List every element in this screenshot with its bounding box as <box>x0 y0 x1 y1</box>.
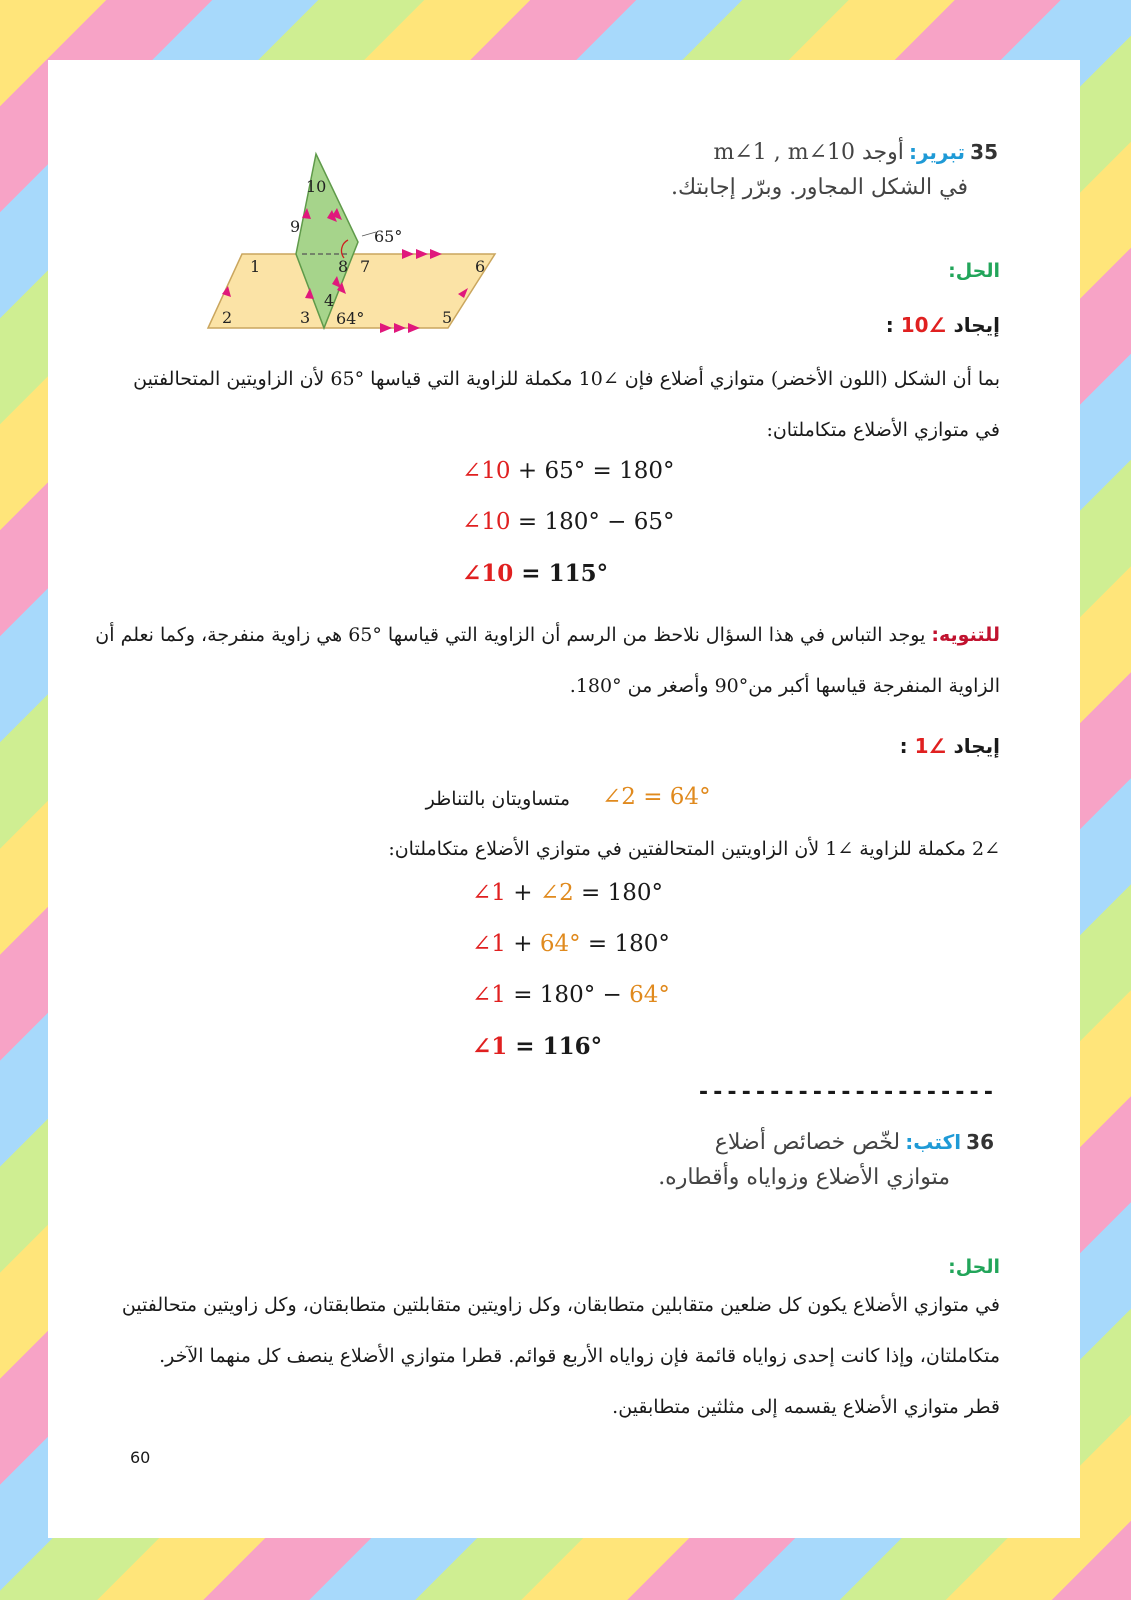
page-number: 60 <box>130 1448 151 1467</box>
question-number: 36 <box>966 1130 994 1154</box>
equation-1: ∠10 + 65° = 180° <box>462 458 675 484</box>
question-line-2: في الشكل المجاور. وبرّر إجابتك. <box>671 175 968 200</box>
question-line-2: متوازي الأضلاع وزواياه وأقطاره. <box>658 1165 950 1190</box>
solution-label: الحل: <box>948 1256 1000 1278</box>
paragraph-3-line-3: قطر متوازي الأضلاع يقسمه إلى مثلثين متطابقين. <box>612 1396 1000 1418</box>
equation-6: ∠1 = 180° − 64° <box>472 982 670 1008</box>
find-angle-1-heading <box>900 734 1000 758</box>
svg-text:10: 10 <box>306 177 327 196</box>
equation-4: ∠1 + ∠2 = 180° <box>472 880 664 906</box>
svg-text:3: 3 <box>300 308 311 327</box>
paragraph-2: ∠2 مكملة للزاوية ∠1 لأن الزاويتين المتحالفتين في متوازي الأضلاع متكاملتان: <box>388 838 1000 860</box>
svg-text:6: 6 <box>475 257 486 276</box>
svg-text:2: 2 <box>222 308 233 327</box>
paragraph-1 <box>133 354 1000 456</box>
paragraph-1-line-1: بما أن الشكل (اللون الأخضر) متوازي أضلاع فإن ∠10 مكملة للزاوية التي قياسها °65 لأن الزاويتين المتحالفتين <box>133 368 1000 390</box>
vertical-angles-equation: ∠2 = 64° <box>602 784 711 810</box>
solution-label: الحل: <box>948 260 1000 282</box>
note-paragraph <box>95 610 1000 712</box>
equation-3: ∠10 = 115° <box>462 560 609 587</box>
question-36 <box>574 1130 994 1190</box>
note-line-1: يوجد التباس في هذا السؤال نلاحظ من الرسم أن الزاوية التي قياسها °65 هي زاوية منفرجة، وكما نعلم أن <box>95 624 932 646</box>
paragraph-3-line-2: متكاملتان، وإذا كانت إحدى زواياه قائمة فإن زواياه الأربع قوائم. قطرا متوازي الأضلاع ينصف كل منهما الآخر. <box>159 1345 1000 1367</box>
equation-7: ∠1 = 116° <box>472 1033 603 1060</box>
svg-text:8: 8 <box>338 257 349 276</box>
question-line-1: أوجد m∠1 , m∠10 <box>713 140 904 165</box>
find-suffix: : <box>899 734 915 758</box>
svg-text:65°: 65° <box>374 227 403 246</box>
parallelogram-figure <box>198 148 508 338</box>
find-prefix: إيجاد <box>953 313 1000 337</box>
find-prefix: إيجاد <box>953 734 1000 758</box>
svg-text:9: 9 <box>290 217 301 236</box>
svg-text:5: 5 <box>442 308 453 327</box>
paragraph-1-line-2: في متوازي الأضلاع متكاملتان: <box>766 419 1000 441</box>
find-suffix: : <box>885 313 901 337</box>
find-angle-10-heading <box>886 313 1000 337</box>
question-keyword: تبرير: <box>908 140 966 164</box>
note-label: للتنويه: <box>931 624 1000 646</box>
equation-2: ∠10 = 180° − 65° <box>462 509 675 535</box>
svg-text:64°: 64° <box>336 309 365 328</box>
question-35 <box>578 140 998 200</box>
paragraph-3 <box>110 1280 1000 1433</box>
question-keyword: اكتب: <box>905 1130 962 1154</box>
question-line-1: لخّص خصائص أضلاع <box>714 1130 901 1155</box>
svg-text:7: 7 <box>360 257 371 276</box>
paragraph-3-line-1: في متوازي الأضلاع يكون كل ضلعين متقابلين متطابقان، وكل زاويتين متقابلتين متطابقتان، وكل زاويتين متحالفتين <box>121 1294 1000 1316</box>
find-angle: ∠10 <box>900 313 947 337</box>
svg-text:1: 1 <box>250 257 261 276</box>
svg-text:4: 4 <box>324 291 335 310</box>
separator: --------------------- <box>696 1080 996 1105</box>
equation-5: ∠1 + 64° = 180° <box>472 931 670 957</box>
question-number: 35 <box>970 140 998 164</box>
find-angle: ∠1 <box>914 734 947 758</box>
vertical-angles-text: متساويتان بالتناظر <box>425 788 570 810</box>
page-sheet <box>48 60 1080 1538</box>
note-line-2: الزاوية المنفرجة قياسها أكبر من°90 وأصغر من °180. <box>569 675 1000 697</box>
